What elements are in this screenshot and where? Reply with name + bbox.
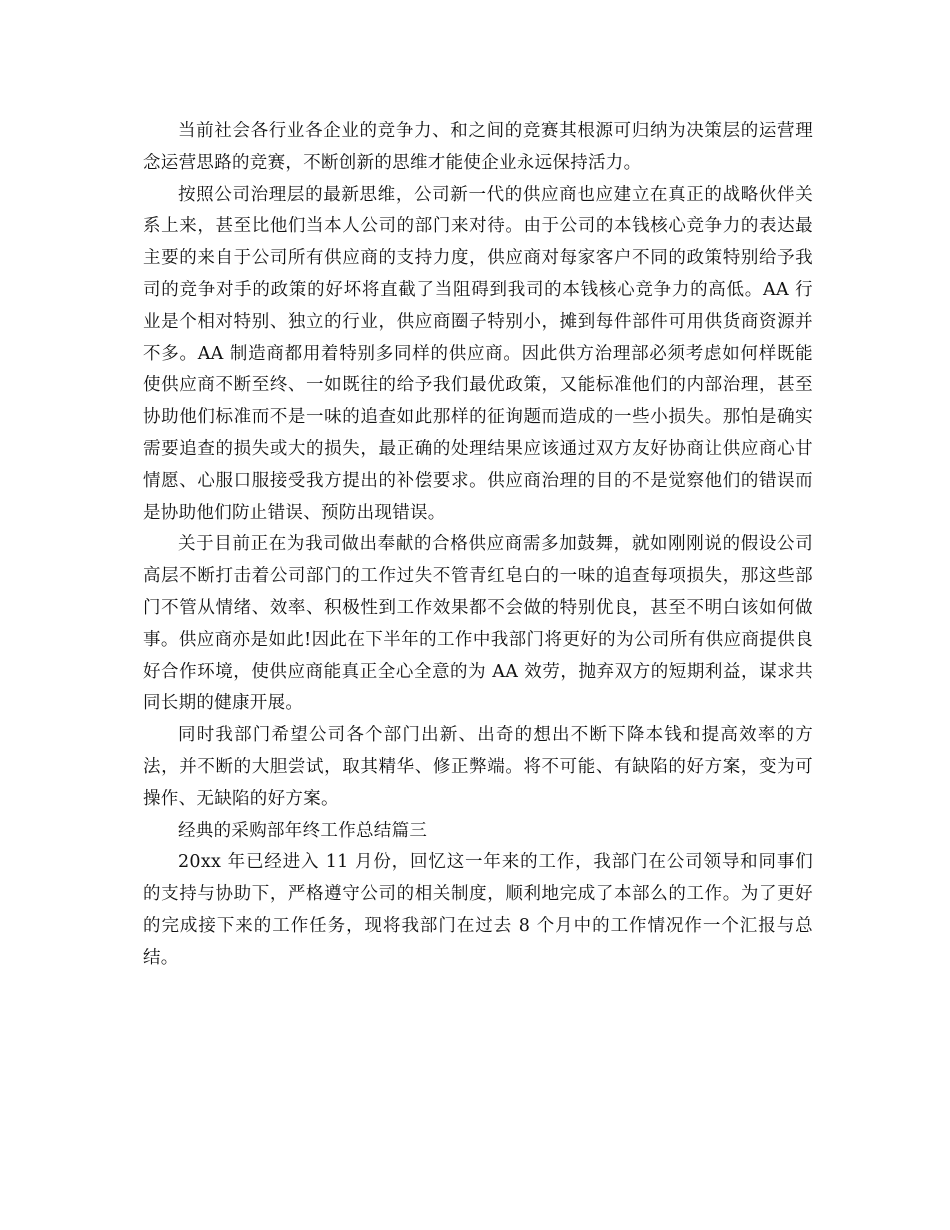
section-heading: 经典的采购部年终工作总结篇三 <box>178 820 428 841</box>
paragraph: 同时我部门希望公司各个部门出新、出奇的想出不断下降本钱和提高效率的方法，并不断的大胆尝试，取其精华、修正弊端。将不可能、有缺陷的好方案，变为可操作、无缺陷的好方案。 <box>143 725 813 809</box>
document-body <box>143 116 813 975</box>
paragraph: 按照公司治理层的最新思维，公司新一代的供应商也应建立在真正的战略伙伴关系上来，甚至比他们当本人公司的部门来对待。由于公司的本钱核心竞争力的表达最主要的来自于公司所有供应商的支持力度，供应商对每家客户不同的政策特别给予我司的竞争对手的政策的好坏将直截了当阻碍到我司的本钱核心竞争力的高低。AA 行业是个相对特别、独立的行业，供应商圈子特别小，摊到每件部件可用供货商资源并不多。AA 制造商都用着特别多同样的供应商。因此供方治理部必须考虑如何样既能使供应商不断至终、一如既往的给予我们最优政策，又能标准他们的内部治理，甚至协助他们标准而不是一味的追查如此那样的征询题而造成的一些小损失。那怕是确实需要追查的损失或大的损失，最正确的处理结果应该通过双方友好协商让供应商心甘情愿、心服口服接受我方提出的补偿要求。供应商治理的目的不是觉察他们的错误而是协助他们防止错误、预防出现错误。 <box>143 184 813 523</box>
paragraph: 当前社会各行业各企业的竞争力、和之间的竞赛其根源可归纳为决策层的运营理念运营思路的竞赛，不断创新的思维才能使企业永远保持活力。 <box>143 121 813 173</box>
paragraph: 20xx 年已经进入 11 月份，回忆这一年来的工作，我部门在公司领导和同事们的支持与协助下，严格遵守公司的相关制度，顺利地完成了本部么的工作。为了更好的完成接下来的工作任务，现将我部门在过去 8 个月中的工作情况作一个汇报与总结。 <box>143 852 813 968</box>
paragraph: 关于目前正在为我司做出奉献的合格供应商需多加鼓舞，就如刚刚说的假设公司高层不断打击着公司部门的工作过失不管青红皂白的一味的追查每项损失，那这些部门不管从情绪、效率、积极性到工作效果都不会做的特别优良，甚至不明白该如何做事。供应商亦是如此!因此在下半年的工作中我部门将更好的为公司所有供应商提供良好合作环境，使供应商能真正全心全意的为 AA 效劳，抛弃双方的短期利益，谋求共同长期的健康开展。 <box>143 534 813 714</box>
